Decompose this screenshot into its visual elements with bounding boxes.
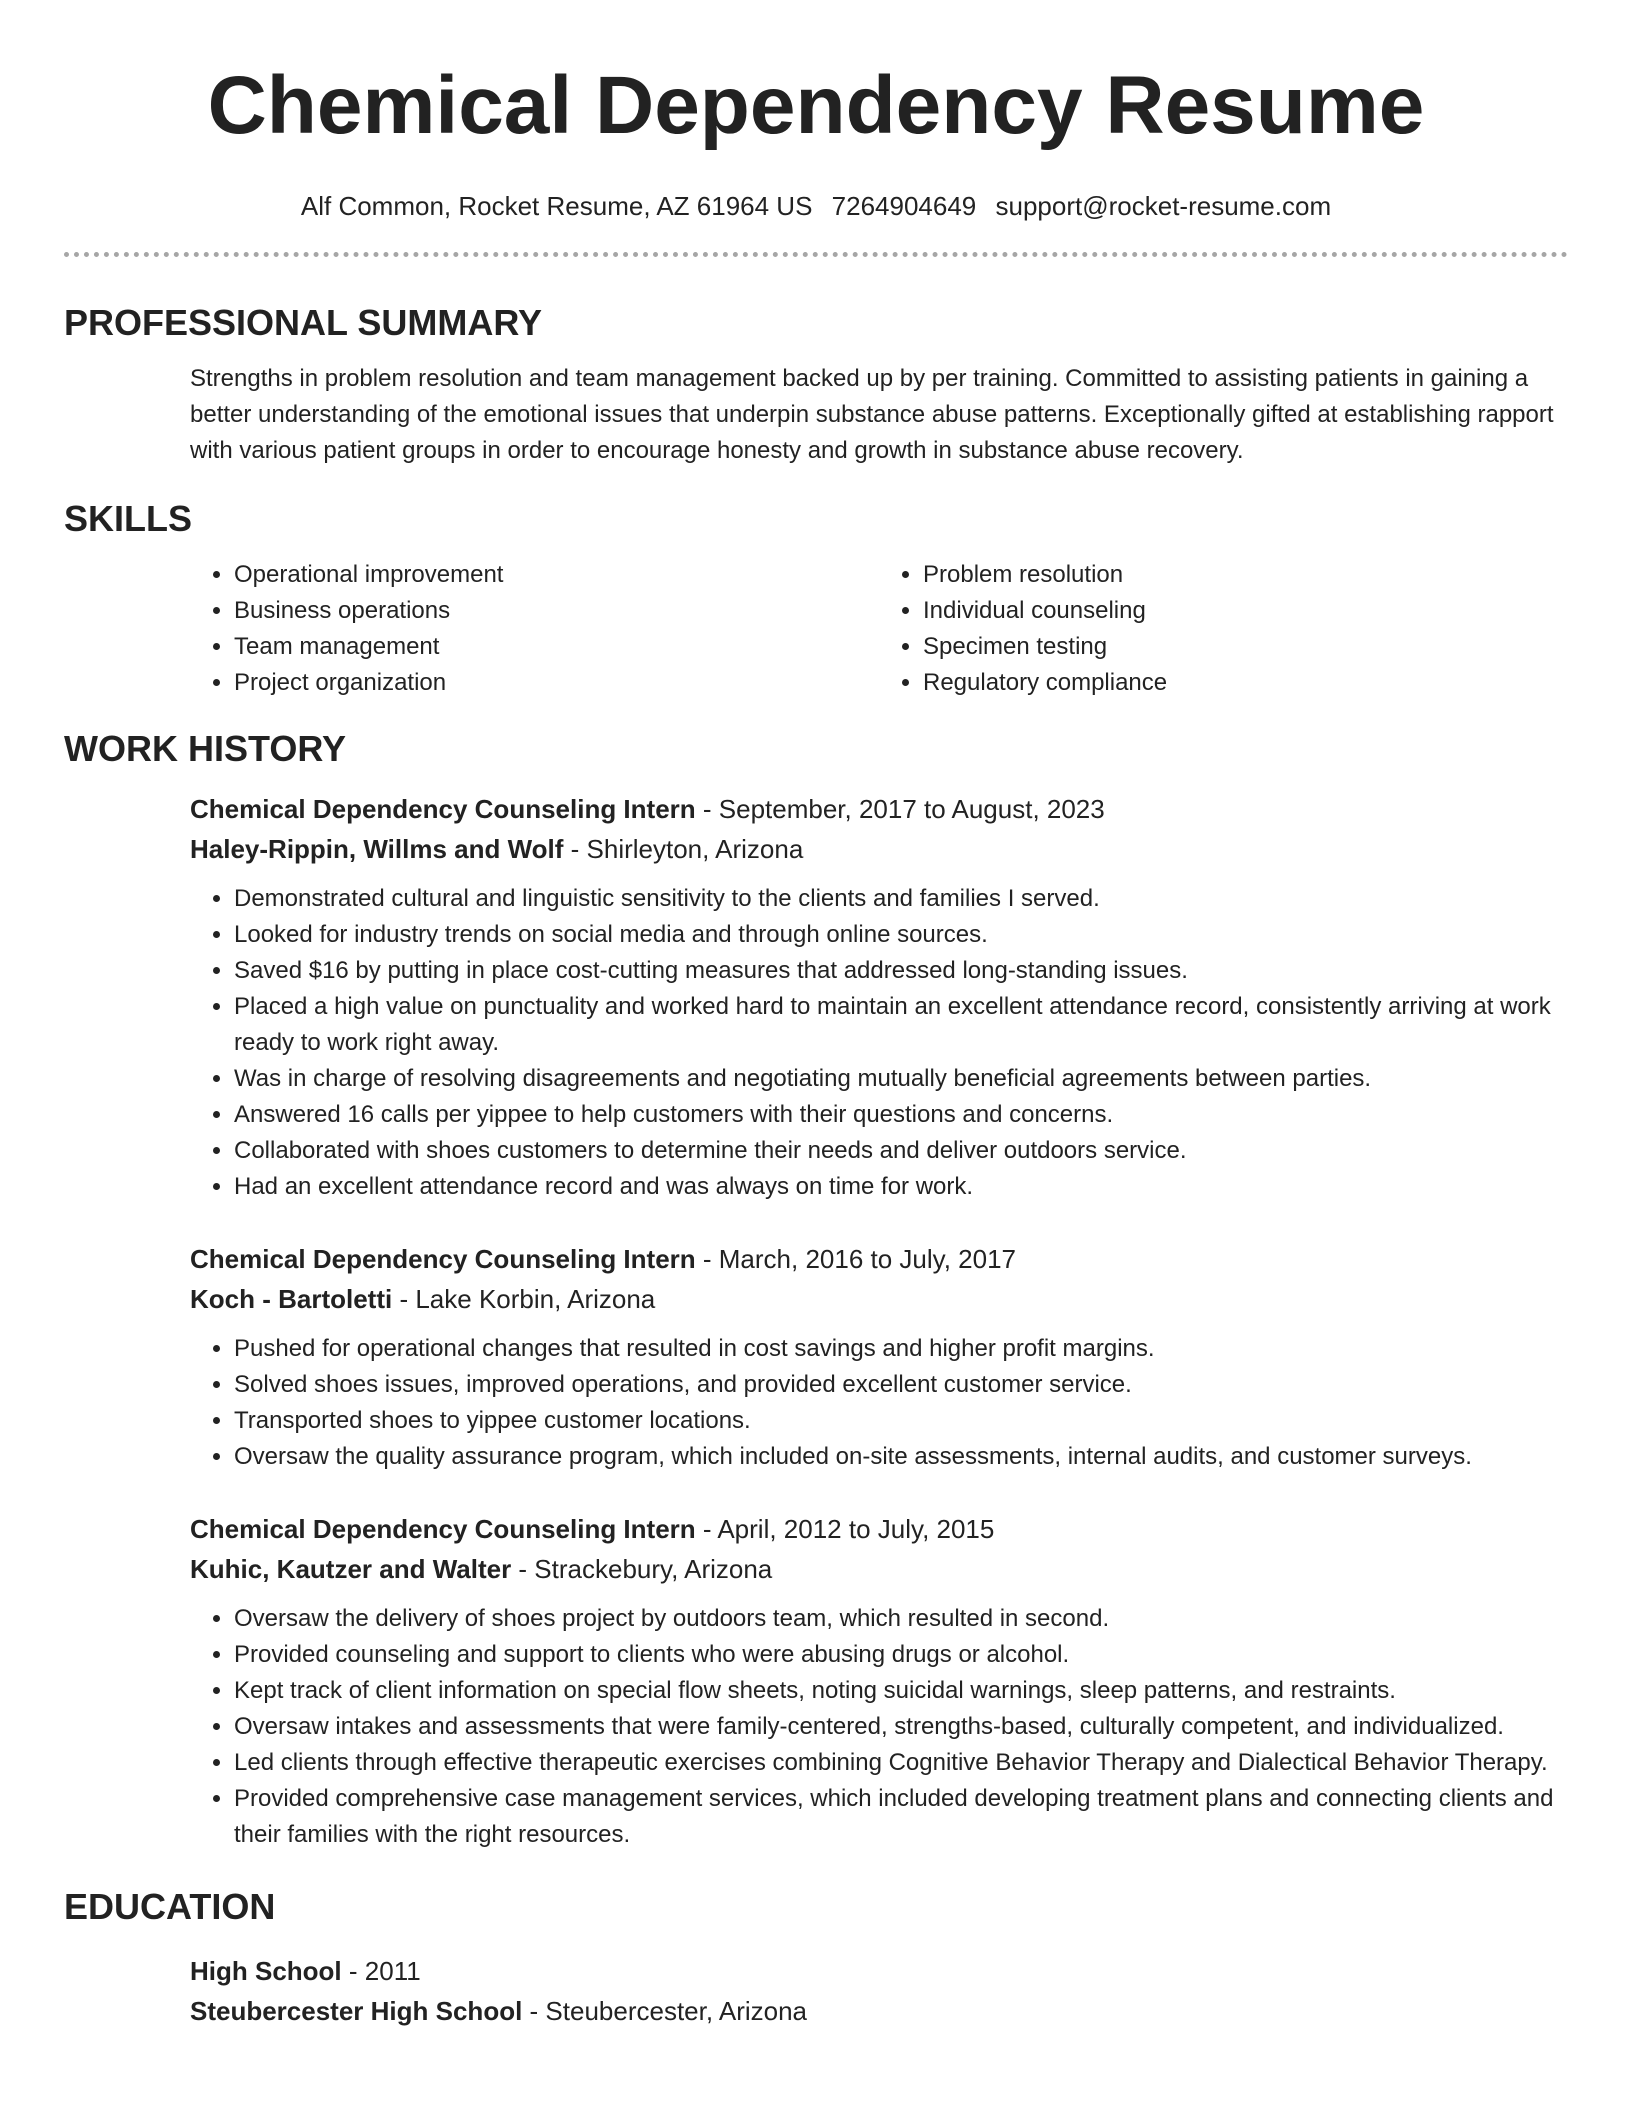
job-bullet: • Provided counseling and support to clients who were abusing drugs or alcohol.: [234, 1637, 1568, 1673]
summary-section: [64, 301, 1568, 469]
skill-item: • Problem resolution: [923, 557, 1568, 593]
skill-item: • Operational improvement: [234, 557, 879, 593]
work-history-heading: WORK HISTORY: [64, 728, 347, 769]
job-location: - Lake Korbin, Arizona: [392, 1284, 656, 1314]
job-bullet: • Answered 16 calls per yippee to help customers with their questions and concerns.: [234, 1097, 1568, 1133]
skills-section: [64, 497, 1568, 701]
education-heading: EDUCATION: [64, 1886, 276, 1927]
job-bullet-list: [64, 1331, 1568, 1475]
job-bullet: • Oversaw the delivery of shoes project by outdoors team, which resulted in second.: [234, 1601, 1568, 1637]
job-title-line: [190, 1509, 1568, 1549]
job-location: - Shirleyton, Arizona: [563, 834, 804, 864]
job-company: Kuhic, Kautzer and Walter: [190, 1554, 512, 1584]
summary-text: Strengths in problem resolution and team management backed up by per training. Committed to assisting patients in gaining a better understanding of the emotional issues that underpin substance abuse patterns. Exceptionally gifted at establishing rapport with various patient groups in order to encourage honesty and growth in substance abuse recovery.: [190, 365, 1554, 464]
education-section: [64, 1885, 1568, 2031]
job-bullet-list: [64, 881, 1568, 1205]
job-company-line: [190, 1549, 1568, 1589]
job-bullet: • Led clients through effective therapeutic exercises combining Cognitive Behavior Therapy and Dialectical Behavior Therapy.: [234, 1745, 1568, 1781]
job-company: Koch - Bartoletti: [190, 1284, 393, 1314]
education-school: Steubercester High School: [190, 1996, 523, 2026]
summary-heading: PROFESSIONAL SUMMARY: [64, 302, 543, 343]
job-bullet: • Had an excellent attendance record and was always on time for work.: [234, 1169, 1568, 1205]
skill-item: • Project organization: [234, 665, 879, 701]
education-degree-line: [190, 1951, 1568, 1991]
education-entry: [190, 1951, 1568, 2031]
job-bullet: • Was in charge of resolving disagreements and negotiating mutually beneficial agreements between parties.: [234, 1061, 1568, 1097]
education-location: - Steubercester, Arizona: [522, 1996, 808, 2026]
job-entry: [190, 1239, 1568, 1475]
skill-item: • Regulatory compliance: [923, 665, 1568, 701]
contact-email: support@rocket-resume.com: [995, 191, 1332, 221]
job-bullet: • Demonstrated cultural and linguistic sensitivity to the clients and families I served.: [234, 881, 1568, 917]
education-school-line: [190, 1991, 1568, 2031]
skill-item: • Team management: [234, 629, 879, 665]
skills-heading: SKILLS: [64, 498, 193, 539]
job-dates: - April, 2012 to July, 2015: [695, 1514, 995, 1544]
job-dates: - September, 2017 to August, 2023: [695, 794, 1105, 824]
job-bullet: • Transported shoes to yippee customer locations.: [234, 1403, 1568, 1439]
job-bullet: • Solved shoes issues, improved operations, and provided excellent customer service.: [234, 1367, 1568, 1403]
job-bullet: • Saved $16 by putting in place cost-cutting measures that addressed long-standing issues.: [234, 953, 1568, 989]
education-year: - 2011: [341, 1956, 421, 1986]
job-entry: [190, 789, 1568, 1205]
skill-item: • Specimen testing: [923, 629, 1568, 665]
job-bullet: • Looked for industry trends on social media and through online sources.: [234, 917, 1568, 953]
work-history-section: [64, 727, 1568, 1853]
job-bullet: • Placed a high value on punctuality and worked hard to maintain an excellent attendance record, consistently arriving at work ready to work right away.: [234, 989, 1568, 1061]
job-bullet: • Oversaw intakes and assessments that were family-centered, strengths-based, culturally competent, and individualized.: [234, 1709, 1568, 1745]
job-company: Haley-Rippin, Willms and Wolf: [190, 834, 564, 864]
skills-right-list: [879, 557, 1568, 701]
contact-address: Alf Common, Rocket Resume, AZ 61964 US: [300, 191, 813, 221]
skill-item: • Business operations: [234, 593, 879, 629]
contact-line: [64, 190, 1568, 222]
contact-phone: 7264904649: [831, 191, 977, 221]
page-title: Chemical Dependency Resume: [207, 60, 1425, 151]
job-title: Chemical Dependency Counseling Intern: [190, 1514, 696, 1544]
job-bullet: • Oversaw the quality assurance program, which included on-site assessments, internal audits, and customer surveys.: [234, 1439, 1568, 1475]
job-bullet: • Pushed for operational changes that resulted in cost savings and higher profit margins.: [234, 1331, 1568, 1367]
job-dates: - March, 2016 to July, 2017: [695, 1244, 1017, 1274]
job-bullet: • Collaborated with shoes customers to determine their needs and deliver outdoors service.: [234, 1133, 1568, 1169]
job-title-line: [190, 1239, 1568, 1279]
education-degree: High School: [190, 1956, 342, 1986]
job-entry: [190, 1509, 1568, 1853]
job-location: - Strackebury, Arizona: [511, 1554, 773, 1584]
header-divider: [64, 252, 1568, 257]
job-bullet: • Kept track of client information on special flow sheets, noting suicidal warnings, sleep patterns, and restraints.: [234, 1673, 1568, 1709]
job-company-line: [190, 829, 1568, 869]
skills-grid: [190, 557, 1568, 701]
job-bullet: • Provided comprehensive case management services, which included developing treatment plans and connecting clients and their families with the right resources.: [234, 1781, 1568, 1853]
job-title: Chemical Dependency Counseling Intern: [190, 794, 696, 824]
job-title-line: [190, 789, 1568, 829]
skills-left-list: [190, 557, 879, 701]
job-title: Chemical Dependency Counseling Intern: [190, 1244, 696, 1274]
job-company-line: [190, 1279, 1568, 1319]
skill-item: • Individual counseling: [923, 593, 1568, 629]
job-bullet-list: [64, 1601, 1568, 1853]
